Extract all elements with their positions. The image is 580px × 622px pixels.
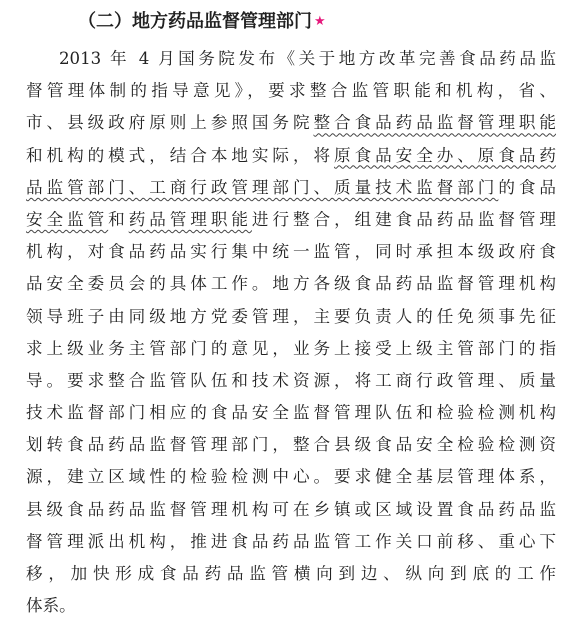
text-line: [26, 429, 556, 461]
text-segment: 和机构的模式，结合本地实际，将: [26, 145, 335, 165]
text-line: [26, 333, 556, 365]
text-line: [26, 268, 556, 300]
text-line: [26, 461, 556, 493]
text-line: [26, 397, 556, 429]
text-line: [26, 558, 556, 590]
text-line: [26, 526, 556, 558]
text-line: [26, 236, 556, 268]
text-line: [26, 43, 556, 75]
text-segment: 和: [108, 209, 129, 229]
text-line: [26, 204, 556, 236]
section-heading: [78, 10, 556, 34]
text-segment: 2013 年 4 月国务院发布《关于地方改革完善食品药品监: [59, 49, 556, 68]
text-segment: 进行整合，组建食品药品监督管理: [251, 209, 556, 229]
text-line: [26, 107, 556, 139]
emphasized-phrase: 安全监管: [26, 209, 109, 229]
text-line: [26, 172, 556, 204]
section-heading-text: （二）地方药品监督管理部门: [78, 11, 312, 32]
text-segment: 求上级业务主管部门的意见，业务上接受上级主管部门的指: [26, 338, 556, 358]
text-segment: 移，加快形成食品药品监管横向到边、纵向到底的工作: [26, 564, 556, 583]
body-paragraph: [26, 43, 556, 622]
text-line: [26, 365, 556, 397]
text-segment: 体系。: [26, 596, 76, 616]
text-line: [26, 494, 556, 526]
text-line: [26, 301, 556, 333]
text-segment: 的食品: [498, 177, 556, 197]
star-icon: ★: [314, 14, 326, 29]
text-segment: 导。要求整合监管队伍和技术资源，将工商行政管理、质量: [26, 370, 556, 390]
text-line: [26, 590, 556, 622]
emphasized-phrase: 整合食品药品监督管理职能: [313, 113, 556, 133]
text-segment: 督管理派出机构，推进食品药品监管工作关口前移、重心下: [26, 531, 556, 551]
text-line: [26, 75, 556, 107]
text-segment: 机构，对食品药品实行集中统一监管，同时承担本级政府食: [26, 242, 556, 262]
text-segment: 技术监督部门相应的食品安全监督管理队伍和检验检测机构: [26, 403, 556, 423]
text-segment: 划转食品药品监督管理部门，整合县级食品安全检验检测资: [26, 435, 556, 455]
text-segment: 市、县级政府原则上参照国务院: [26, 113, 314, 133]
emphasized-phrase: 品监管部门、工商行政管理部门、质量技术监督部门: [26, 177, 499, 197]
text-segment: 品安全委员会的具体工作。地方各级食品药品监督管理机构: [26, 274, 556, 294]
text-segment: 领导班子由同级地方党委管理，主要负责人的任免须事先征: [26, 306, 556, 326]
text-segment: 县级食品药品监督管理机构可在乡镇或区域设置食品药品监: [26, 499, 556, 519]
emphasized-phrase: 原食品安全办、原食品药: [334, 145, 556, 165]
emphasized-phrase: 药品管理职能: [128, 209, 252, 229]
text-segment: 源，建立区域性的检验检测中心。要求健全基层管理体系，: [26, 467, 556, 487]
text-segment: 督管理体制的指导意见》，要求整合监管职能和机构，省、: [26, 81, 556, 101]
text-line: [26, 140, 556, 172]
